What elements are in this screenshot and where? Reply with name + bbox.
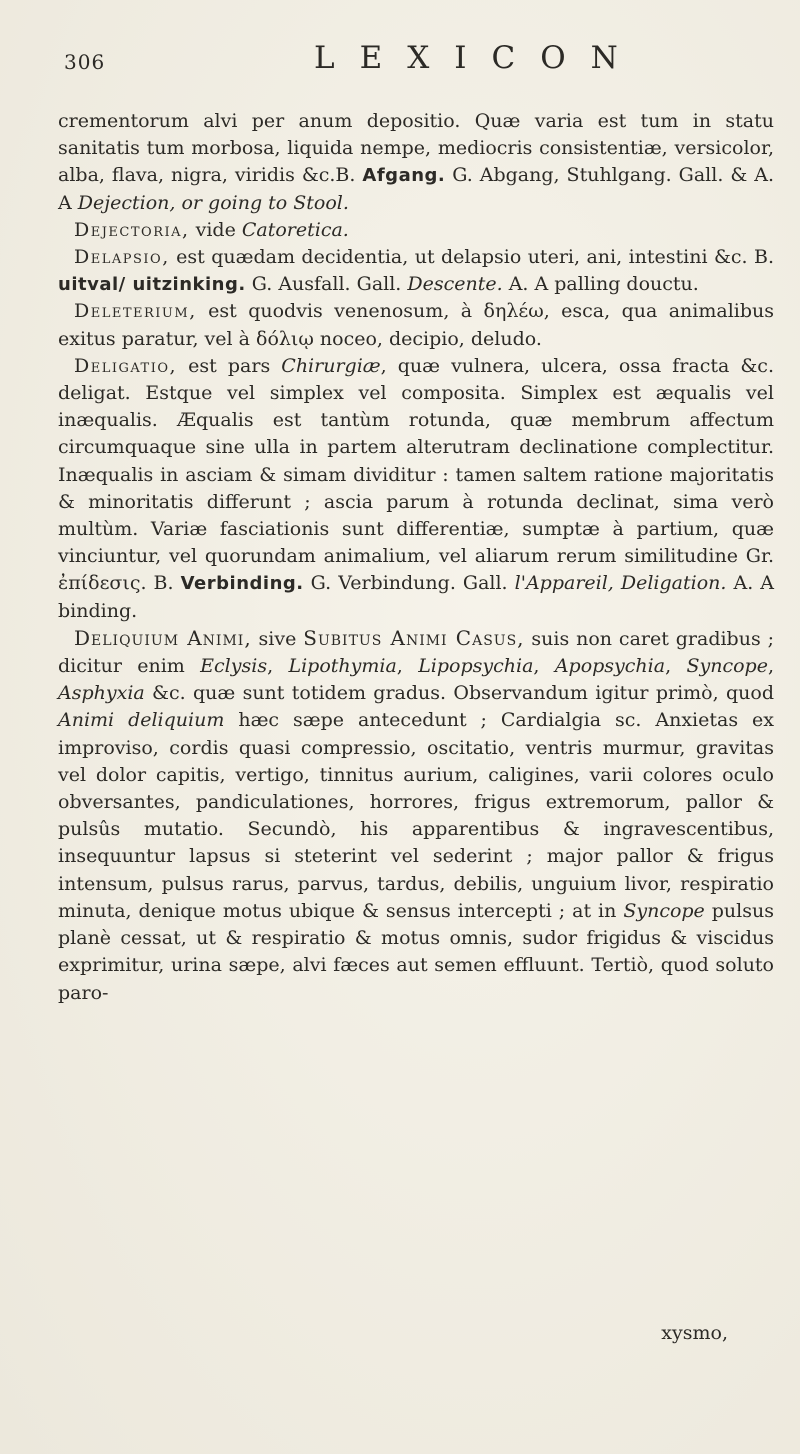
blackletter-term: Verbinding. bbox=[180, 573, 304, 595]
entry-deliquium: Deliquium Animi, sive Subitus Animi Casus, suis non caret gradibus ; dicitur enim Eclysis, Lipothymia, Lipopsychia, Apopsychia, Syncope, Asphyxia &c. quæ sunt totidem gradus. Observandum igitur primò, quod Animi deliquium hæc sæpe antecedunt ; Cardialgia sc. Anxietas ex improviso, cordis quasi compressio, oscitatio, ventris murmur, gravitas vel dolor capitis, vertigo, tinnitus aurium, caligines, varii colores oculo obversantes, pandiculationes, horrores, frigus extremorum, pallor & pulsûs mutatio. Secundò, his apparentibus & ingravescentibus, insequuntur lapsus si steterint vel sederint ; major pallor & frigus intensum, pulsus rarus, parvus, tardus, debilis, unguium livor, respiratio minuta, denique motus ubique & sensus intercepti ; at in Syncope pulsus planè cessat, ut & respiratio & motus omnis, sudor frigidus & viscidus exprimitur, urina sæpe, alvi fæces aut semen effluunt. Tertiò, quod soluto paro- bbox=[58, 625, 774, 1004]
blackletter-term: uitval/ uitzinking. bbox=[58, 274, 246, 296]
running-title: LEXICON bbox=[314, 40, 643, 76]
italic-term: l'Appareil, Deligation. bbox=[514, 572, 727, 595]
headword: Deliquium Animi, bbox=[74, 625, 252, 650]
entry-deleterium: Deleterium, est quodvis venenosum, à δηλέω, esca, qua animalibus exitus paratur, vel à δόλιῳ noceo, decipio, deludo. bbox=[58, 300, 774, 350]
body-text bbox=[58, 108, 774, 1007]
blackletter-term: Afgang. bbox=[362, 165, 446, 187]
entry-continuation: crementorum alvi per anum depositio. Quæ varia est tum in statu sanitatis tum morbosa, liquida nempe, mediocris consistentiæ, versicolor, alba, flava, nigra, viridis &c.B. Afgang. G. Abgang, Stuhlgang. Gall. & A. A Dejection, or going to Stool. bbox=[58, 110, 774, 214]
page-number: 306 bbox=[64, 50, 106, 74]
entry-dejectoria: Dejectoria, vide Catoretica. bbox=[74, 218, 349, 241]
headword: Delapsio, bbox=[74, 246, 170, 269]
headword: Deligatio, bbox=[74, 354, 178, 377]
headword-variant: Subitus Animi Casus, bbox=[303, 625, 525, 650]
entry-deligatio: Deligatio, est pars Chirurgiæ, quæ vulnera, ulcera, ossa fracta &c. deligat. Estque vel simplex vel composita. Simplex est æqualis vel inæqualis. Æqualis est tantùm rotunda, quæ membrum affectum circumquaque sine ulla in partem alterutram declinatione complectitur. Inæqualis in asciam & simam dividitur : tamen saltem ratione majoritatis & minoritatis differunt ; ascia parum à rotunda declinat, sima verò multùm. Variæ fasciationis sunt differentiæ, sumptæ à partium, quæ vinciuntur, vel quorundam animalium, vel aliarum rerum similitudine Gr. ἐπίδεσις. B. Verbinding. G. Verbindung. Gall. l'Appareil, Deligation. A. A binding. bbox=[58, 354, 775, 622]
italic-term: Chirurgiæ bbox=[281, 354, 381, 377]
headword: Dejectoria, bbox=[74, 218, 190, 241]
entry-delapsio: Delapsio, est quædam decidentia, ut delapsio uteri, ani, intestini &c. B. uitval/ uitzinking. G. Ausfall. Gall. Descente. A. A palling douctu. bbox=[58, 246, 774, 296]
italic-term: Catoretica. bbox=[241, 218, 349, 241]
headword: Deleterium, bbox=[74, 300, 197, 323]
italic-term: Dejection, or going to Stool. bbox=[77, 191, 349, 214]
italic-term: Descente. bbox=[407, 273, 503, 296]
catchword: xysmo, bbox=[661, 1322, 728, 1344]
page-header bbox=[64, 40, 764, 90]
